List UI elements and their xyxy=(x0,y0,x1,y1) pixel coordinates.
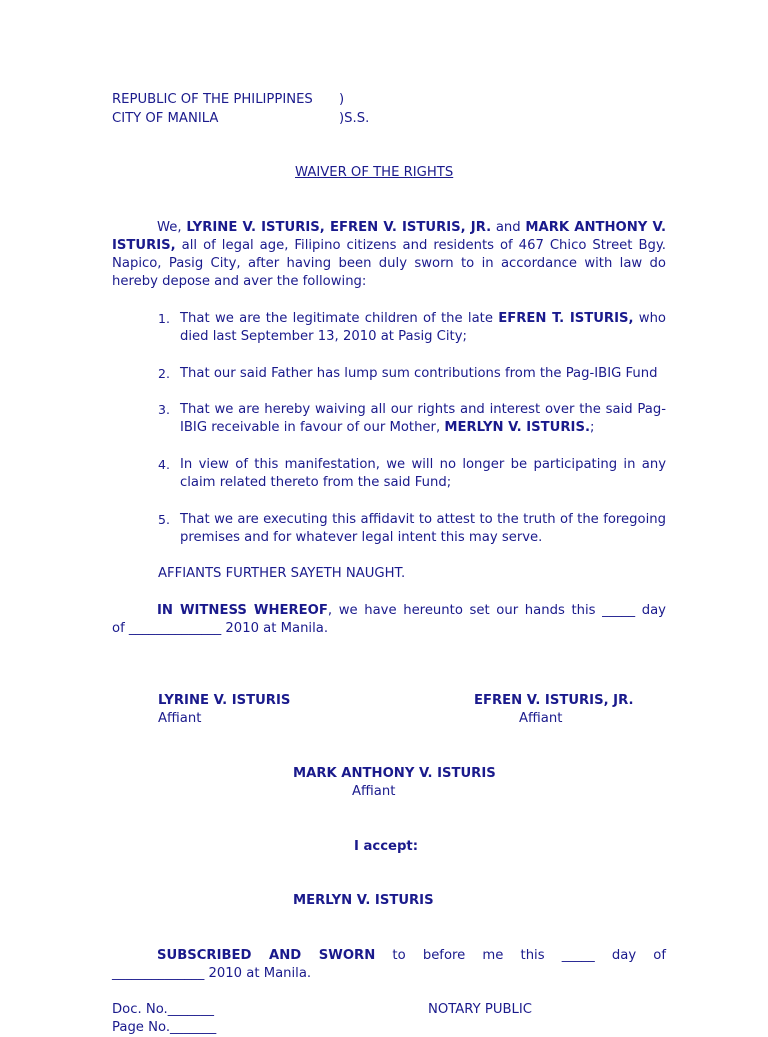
list-item xyxy=(158,511,666,545)
intro-and: and xyxy=(491,220,526,235)
list-item-text: In view of this manifestation, we will no longer be participating in any claim related thereto from the said Fund; xyxy=(180,457,666,490)
list-item-bold: EFREN T. ISTURIS, xyxy=(498,311,634,326)
list-item-number: 3. xyxy=(158,402,170,417)
list-item-text: That we are executing this affidavit to attest to the truth of the foregoing premises and for whatever legal intent this may serve. xyxy=(180,512,666,545)
intro-rest: all of legal age, Filipino citizens and residents of 467 Chico Street Bgy. Napico, Pasig City, after having been duly sworn to in accordance with law do hereby depose and aver the following: xyxy=(112,238,666,289)
mother-name: MERLYN V. ISTURIS xyxy=(293,893,434,908)
signatory-role-1: Affiant xyxy=(158,711,202,726)
intro-names: LYRINE V. ISTURIS, EFREN V. ISTURIS, JR. xyxy=(186,220,492,235)
witness-bold: IN WITNESS WHEREOF xyxy=(157,603,328,618)
header-ss: )S.S. xyxy=(339,111,370,126)
list-item-number: 4. xyxy=(158,457,170,472)
document-title: WAIVER OF THE RIGHTS xyxy=(295,165,454,180)
list-item xyxy=(158,310,666,344)
list-item-text: That our said Father has lump sum contributions from the Pag-IBIG Fund xyxy=(180,366,658,381)
list-item-text: That we are hereby waiving all our rights and interest over the said Pag-IBIG receivable in favour of our Mother, xyxy=(180,402,666,435)
accept-label: I accept: xyxy=(354,839,418,854)
doc-number: Doc. No._______ xyxy=(112,1002,214,1017)
subscribed-line-1 xyxy=(112,947,666,965)
list-item xyxy=(158,401,666,435)
list-item-text-post: who died last September 13, 2010 at Pasig City; xyxy=(180,311,666,344)
list-item-text-post: ; xyxy=(589,420,595,435)
subscribed-line1-text: to before me this _____ day of xyxy=(375,948,667,963)
list-item-bold: MERLYN V. ISTURIS. xyxy=(444,420,590,435)
signatory-role-2: Affiant xyxy=(519,711,563,726)
signatory-role-3: Affiant xyxy=(352,784,396,799)
witness-line-1 xyxy=(112,602,666,620)
notary-public: NOTARY PUBLIC xyxy=(428,1002,532,1017)
list-item-number: 1. xyxy=(158,311,170,326)
list-item-number: 2. xyxy=(158,366,170,381)
header-city: CITY OF MANILA xyxy=(112,111,219,126)
list-item-number: 5. xyxy=(158,512,170,527)
list-item-text: That we are the legitimate children of the late xyxy=(180,311,499,326)
intro-name3: MARK ANTHONY V. ISTURIS, xyxy=(112,220,666,253)
signatory-name-3: MARK ANTHONY V. ISTURIS xyxy=(293,766,496,781)
header-republic: REPUBLIC OF THE PHILIPPINES xyxy=(112,92,313,107)
page-number: Page No._______ xyxy=(112,1020,217,1035)
witness-line-2: of ______________ 2010 at Manila. xyxy=(112,621,329,636)
signatory-name-1: LYRINE V. ISTURIS xyxy=(158,693,291,708)
intro-paragraph xyxy=(112,219,666,291)
witness-line1-text: , we have hereunto set our hands this _____ day xyxy=(327,603,666,618)
intro-we: We, xyxy=(157,220,187,235)
signatory-name-2: EFREN V. ISTURIS, JR. xyxy=(474,693,634,708)
list-item xyxy=(158,456,666,490)
affiants-further: AFFIANTS FURTHER SAYETH NAUGHT. xyxy=(158,566,406,581)
list-item xyxy=(158,365,658,383)
subscribed-line-2: ______________ 2010 at Manila. xyxy=(112,966,312,981)
subscribed-bold: SUBSCRIBED AND SWORN xyxy=(157,948,376,963)
header-republic-paren: ) xyxy=(339,92,345,107)
